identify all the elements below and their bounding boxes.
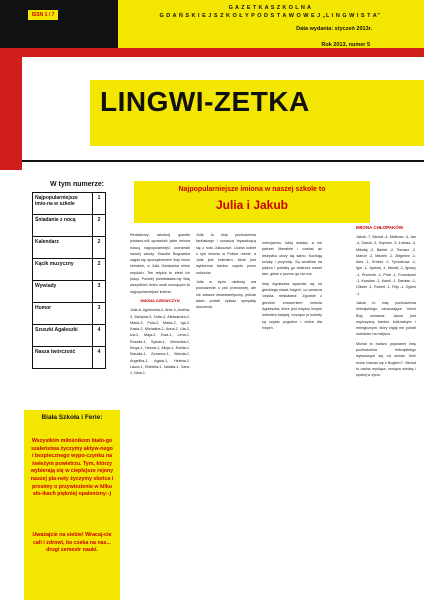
girls-names-heading: IMIONA DZIEWCZYN [140, 297, 180, 303]
title-divider [22, 160, 424, 162]
toc-item-name: Kalendarz [35, 239, 59, 245]
toc-item-name: Humor [35, 305, 52, 311]
article-paragraph: Michał to bardzo popularne imię pochodzenia hebrajskiego wywodzące się od zwrotu 'któż może równać się z Bogiem?'. Michał to osoba myśląca, ceniąca wiedzę i spokój w życiu. [356, 341, 416, 378]
toc-row[interactable] [33, 237, 105, 259]
issue-date: Data wydania: styczeń 2013r. [296, 26, 372, 32]
sidebar-note-text: Wszystkim miłośnikom biało-go szaleństwa życzymy aktyw-nego i bezpiecznego wypo-czynku na świeżym powietrzu. Tym, którzy wybierają się w cieplejsze rejony naszej pla-nety życzymy słońca i prosimy o przywiezienie w kilku sło-ikach piękniej opalenizny:-) [30, 438, 114, 498]
article-title: Julia i Jakub [215, 198, 289, 212]
toc-item-name: Wywiady [35, 283, 57, 289]
toc-row[interactable] [33, 347, 105, 368]
masthead-line-2: G D A Ń S K I E J S Z K O Ł Y P O D S T A W O W E J „L I N G W I S T A” [159, 13, 381, 19]
article-column-1 [130, 232, 190, 380]
toc-item-name: Najpopularniejsze imio-na w szkole [35, 195, 78, 207]
toc-item-page: 3 [92, 281, 105, 302]
article-paragraph: Julia w życiu niekiedy ma powodzenie u płci przeciwnej, ale nie zawsze ekstrawertyczny, jednak łatwo potrafi zyskać sympatię otoczenia. [196, 280, 256, 310]
toc-item-page: 2 [92, 259, 105, 280]
toc-item-page: 2 [92, 215, 105, 236]
toc-item-page: 2 [92, 237, 105, 258]
article-paragraph: Julia-8, Agnieszka-4, Ania-3, Amelia-3, Martyna-3, Zofia-3, Aleksandra-2, Maria-2, Pola-2, Marta-2, Iga-2, Kasia-2, Michalina-2, Anna-2, Ula-2, Iza-2, Maja-2, Ewa-1, Lena-1, Rozalia-1, Sylwia-1, Weronika-1, Kinga-1, Hanna-1, Alicja-1, Emilia-1, Klaudia-1, Zuzanna-1, Wanda-1, Angelika-1, Agata-1, Helena-1, Laura-1, Elżbieta-1, Natalia-1, Sara-1, Nina-1. [130, 308, 190, 376]
article-paragraph: entuzjazmu, lubią działać, a nie patrzeć liberalnie i czekać aż wszystko ułoży się samo. Kochają sztukę i przyrodę. Są wrażliwe na piękno i potrafią go dostrzec nawet tam, gdzie z pozoru go nie ma. [262, 241, 322, 277]
toc-item-name: Szuszki Agaleszki [35, 327, 78, 333]
toc-row[interactable] [33, 303, 105, 325]
toc-item-name: Śniadanie z nocą [35, 217, 76, 223]
toc-item-name: Nasza twórczość [35, 349, 76, 355]
toc-row[interactable] [33, 281, 105, 303]
toc-row[interactable] [33, 325, 105, 347]
article-column-2 [196, 232, 256, 314]
toc-row[interactable] [33, 215, 105, 237]
issue-badge: ISSN 1 / 7 [28, 10, 58, 20]
red-header-stripe [22, 48, 424, 57]
masthead-line-1: G A Z E T K A S Z K O L N A [228, 5, 312, 11]
toc-row[interactable] [33, 259, 105, 281]
newspaper-title: LINGWI-ZETKA [100, 86, 310, 117]
toc-item-page: 4 [92, 325, 105, 346]
article-kicker: Najpopularniejsze imiona w naszej szkole to [178, 186, 326, 193]
article-column-4 [356, 234, 416, 382]
toc-item-page: 3 [92, 303, 105, 324]
article-paragraph: Jakub -7, Michał -4, Mateusz -4, Jan -4, Dawid -3, Szymon -3, Łukasz -3, Mikołaj -2, Bartek -2, Tomasz -2, Marcin -2, Maciek -1, Zbigniew -1, Ales -1, Ernest -1, Tymoteusz -1, Igor -1, Jędrzej -1, Maciej -1, Ignacy -1, Przemek -1, Piotr -1, Franciszek -1, Krystian -1, Kamil -1, Damian -1, Oliwier -1, Robert -1, Filip -1, Oglesi -1 [356, 235, 416, 296]
toc-item-name: Kącik muzyczny [35, 261, 74, 267]
article-paragraph: Redaktorzy szkolnej gazetki postano-wili sprawdzić jakie imiona noszą najpopularniejsi uczniowie naszej szkoły. Klaudia Bogowska zajęła się sporządzeniem listy imion żeńskich, a Julia Gawbanka imion męskich. Tee artykuł to efekt ich pracy. Poniżej przedstawia-my listę wszystkich imion osób noszących te najpopularniejsze imiona. [130, 233, 190, 294]
toc-heading: W tym numerze: [50, 181, 105, 188]
boys-names-heading: IMIONA CHŁOPAKÓW [356, 225, 403, 230]
article-paragraph: Julia to imię pochodzenia łacińskiego i oznacza 'wywodzącą się z rodu Juliuszów'. Liczba kobiet o tym imieniu w Polsce rośnie, a Julia jest imieniem, które jest wybierane bardzo często przez rodziców. [196, 233, 256, 275]
article-paragraph: Imię Agnieszka wywodzi się od greckiego słowa 'hagne', co oznacza 'czysta, nieskalana'. Zgodnie z greckim znaczeniem imienia Agnieszka, które jest między innymi imieniem świętej, noszące je kobiety są często pogodne i dobre dla innych. [262, 281, 322, 330]
table-of-contents [32, 192, 106, 369]
toc-row[interactable] [33, 193, 105, 215]
issue-number: Rok 2013, numer 5 [321, 42, 370, 48]
sidebar-note-text: Uważajcie na siebie! Wracaj-cie cali i zdrowi, bo czeka na nas... drugi semestr nauki. [32, 532, 112, 554]
article-paragraph: Jakub to imię pochodzenia hebrajskiego oznaczające 'niech Bóg ochrania'. Jakub jest mężczyzną bardzo kulturalnym i energicznym, który nigdy nie potrafi usiedzieć na miejscu. [356, 300, 416, 337]
toc-item-page: 1 [92, 193, 105, 214]
article-column-3 [262, 240, 322, 334]
toc-item-page: 4 [92, 347, 105, 368]
sidebar-note-title: Biała Szkoła i Ferie: [41, 414, 103, 421]
